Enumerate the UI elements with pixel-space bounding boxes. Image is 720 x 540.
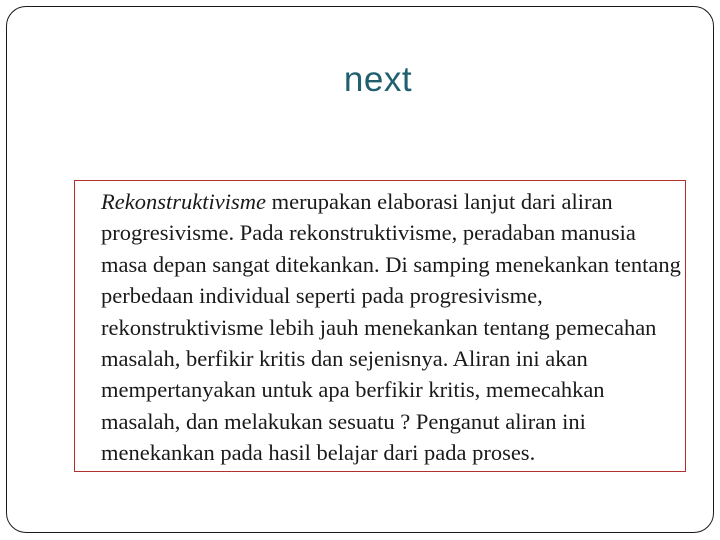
slide-title: next bbox=[343, 60, 413, 99]
body-term: Rekonstruktivisme bbox=[101, 189, 266, 214]
body-text: merupakan elaborasi lanjut dari aliran progresivisme. Pada rekonstruktivisme, peradaban manusia masa depan sangat ditekankan. Di samping menekankan tentang perbedaan individual seperti pada progresivisme, rekonstruktivisme lebih jauh menekankan tentang pemecahan masalah, berfikir kritis dan sejenisnya. Aliran ini akan mempertanyakan untuk apa berfikir kritis, memecahkan masalah, dan melakukan sesuatu ? Penganut aliran ini menekankan pada hasil belajar dari pada proses. bbox=[101, 189, 681, 466]
body-paragraph bbox=[101, 186, 686, 469]
